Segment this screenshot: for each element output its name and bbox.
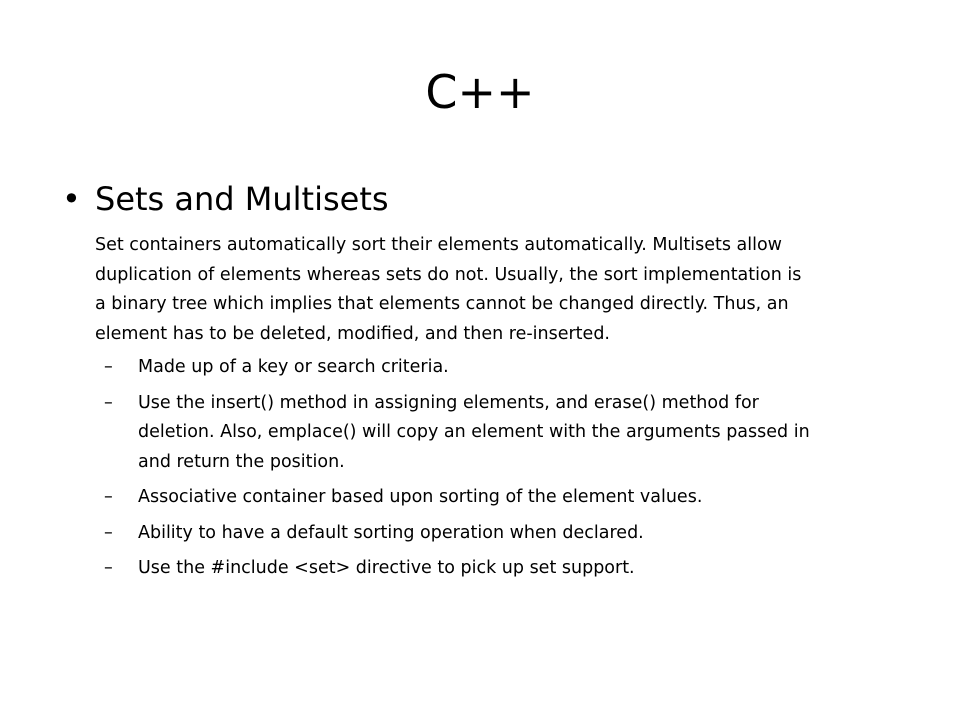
- dash-bullet-icon: –: [104, 487, 113, 507]
- sub-bullet-list: [104, 353, 894, 590]
- paragraph-line: element has to be deleted, modified, and then re-inserted.: [95, 323, 610, 344]
- list-item: [104, 519, 894, 549]
- list-item-text: Made up of a key or search criteria.: [138, 357, 449, 377]
- dash-bullet-icon: –: [104, 392, 113, 413]
- list-item-text: Use the #include <set> directive to pick up set support.: [138, 558, 635, 578]
- paragraph-line: Set containers automatically sort their elements automatically. Multisets allow: [95, 235, 782, 255]
- list-item-text: Associative container based upon sorting of the element values.: [138, 487, 703, 507]
- list-item: [104, 554, 894, 584]
- dash-bullet-icon: –: [104, 558, 113, 578]
- dash-bullet-icon: –: [104, 522, 113, 543]
- list-item-text: Use the insert() method in assigning elements, and erase() method for: [138, 392, 759, 413]
- slide-title: C++: [425, 65, 535, 119]
- list-item: [104, 389, 894, 478]
- bullet-heading-text: Sets and Multisets: [95, 180, 389, 218]
- paragraph-line: duplication of elements whereas sets do not. Usually, the sort implementation is: [95, 264, 802, 285]
- list-item: [104, 353, 894, 383]
- paragraph-line: a binary tree which implies that elements cannot be changed directly. Thus, an: [95, 294, 789, 314]
- list-item: [104, 483, 894, 513]
- list-item-text: and return the position.: [138, 451, 345, 472]
- list-item-text: deletion. Also, emplace() will copy an element with the arguments passed in: [138, 422, 810, 442]
- dash-bullet-icon: –: [104, 357, 113, 377]
- list-item-text: Ability to have a default sorting operation when declared.: [138, 522, 644, 543]
- bullet-dot-icon: •: [62, 180, 81, 218]
- description-paragraph: [95, 231, 885, 349]
